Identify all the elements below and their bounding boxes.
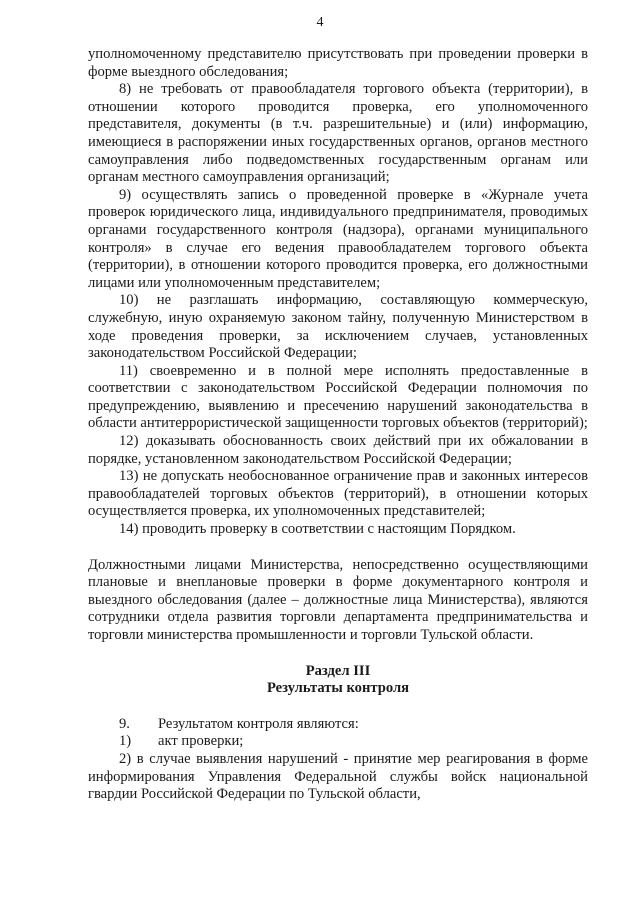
paragraph-item-11: 11) своевременно и в полной мере исполнять предоставленные в соответствии с законодательством Российской Федерации полномочия по предупреждению, выявлению и пресечению нарушений законодательства в области антитеррористической защищенности торговых объектов (территорий); (88, 362, 588, 432)
paragraph-item-13: 13) не допускать необоснованное ограничение прав и законных интересов правообладателей торговых объектов (территорий), в отношении которых осуществляется проверка, их уполномоченных представителей; (88, 468, 588, 520)
paragraph-item-10: 10) не разглашать информацию, составляющую коммерческую, служебную, иную охраняемую законом тайну, полученную Министерством в ходе проведения проверки, за исключением случаев, установленных законодательством Российской Федерации; (88, 292, 588, 362)
spacer (88, 539, 588, 557)
page-number: 4 (316, 15, 324, 30)
paragraph-officials: Должностными лицами Министерства, непосредственно осуществляющими плановые и внеплановые проверки в форме документарного контроля и выездного обследования (далее – должностные лица Министерства), являются сотрудники отдела развития торговли департамента предпринимательства и торговли министерства промышленности и торговли Тульской области. (88, 556, 588, 643)
paragraph-item-9: 9) осуществлять запись о проведенной проверке в «Журнале учета проверок юридического лица, индивидуального предпринимателя, проводимых органами государственного контроля (надзора), органами муниципального контроля» в случае его ведения правообладателем торгового объекта (территории), в отношении которого проводится проверка, его должностными лицами или уполномоченным представителем; (88, 186, 588, 291)
paragraph-continuation: уполномоченному представителю присутствовать при проведении проверки в форме выездного обследования; (88, 46, 588, 80)
results-item-1-number: 1) (119, 733, 132, 750)
results-item-1 (88, 733, 588, 751)
document-body (88, 46, 588, 804)
results-item-2: 2) в случае выявления нарушений - принятие мер реагирования в форме информирования Управления Федеральной службы войск национальной гвардии Российской Федерации по Тульской области, (88, 750, 588, 803)
spacer (88, 645, 588, 663)
section-heading: Раздел III (305, 662, 371, 679)
results-item-9 (88, 716, 588, 734)
paragraph-item-8: 8) не требовать от правообладателя торгового объекта (территории), в отношении которого проводится проверка, его уполномоченного представителя, документы (в т.ч. разрешительные) и (или) информацию, имеющиеся в распоряжении иных государственных органов, органов местного самоуправления либо подведомственных государственным органам или органам местного самоуправления организаций; (88, 81, 588, 186)
results-item-9-text: Результатом контроля являются: (158, 715, 359, 732)
results-item-9-number: 9. (119, 715, 130, 732)
section-title: Результаты контроля (266, 680, 410, 697)
paragraph-item-14: 14) проводить проверку в соответствии с настоящим Порядком. (119, 521, 516, 538)
results-item-1-text: акт проверки; (158, 733, 244, 750)
spacer (88, 698, 588, 716)
paragraph-item-12: 12) доказывать обоснованность своих действий при их обжаловании в порядке, установленном законодательством Российской Федерации; (88, 433, 588, 467)
